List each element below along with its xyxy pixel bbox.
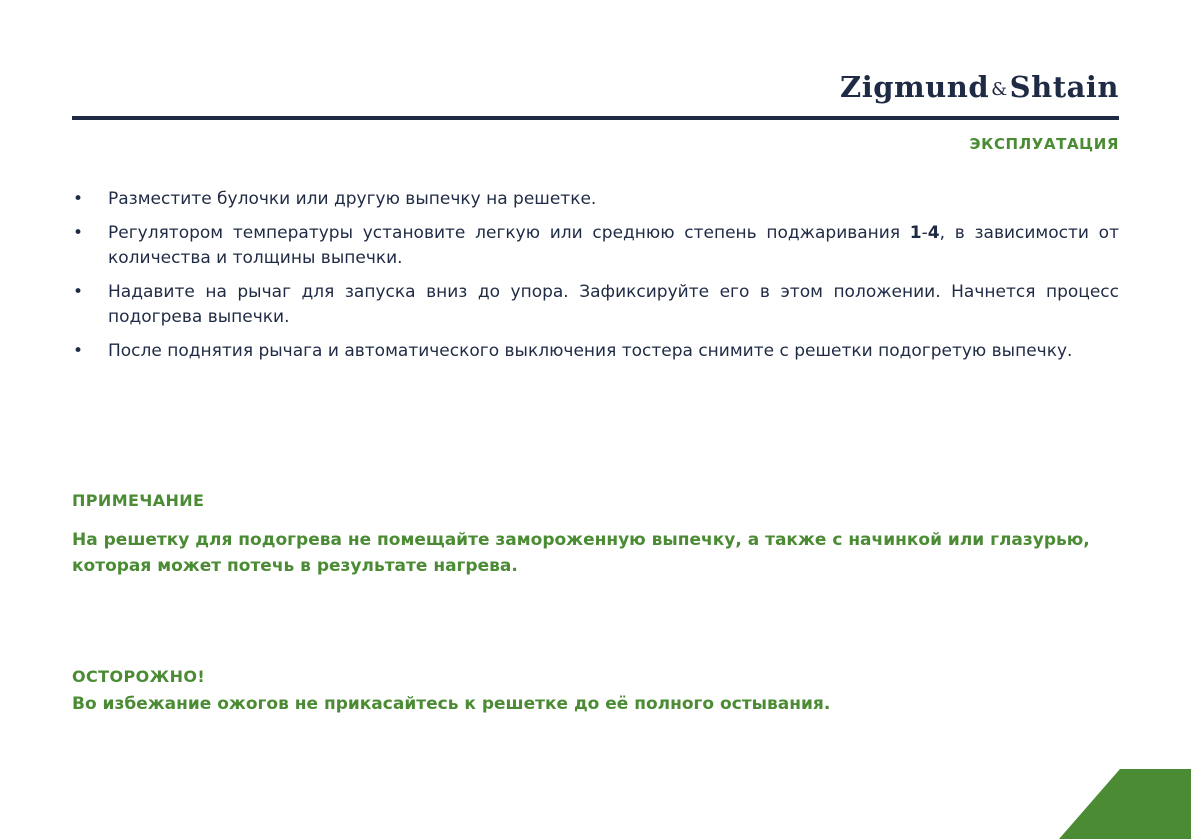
list-item-text: Надавите на рычаг для запуска вниз до упора. Зафиксируйте его в этом положении. Начнется процесс подогрева выпечки. — [108, 282, 1119, 327]
list-item-text-tail: , в зависимости от количества и толщины выпечки. — [108, 223, 1119, 268]
note-heading: ПРИМЕЧАНИЕ — [72, 491, 205, 510]
warning-heading: ОСТОРОЖНО! — [72, 667, 206, 686]
brand-logo — [840, 70, 1119, 104]
list-item — [72, 221, 1119, 271]
list-item — [72, 280, 1119, 330]
bullet-icon: • — [73, 341, 84, 361]
setting-max-value: 4 — [927, 223, 940, 243]
instruction-list — [72, 187, 1119, 373]
list-item — [72, 339, 1119, 364]
brand-name-right: Shtain — [1009, 70, 1119, 104]
setting-range-dash: - — [921, 223, 928, 243]
bullet-icon: • — [73, 223, 84, 243]
setting-min-value: 1 — [909, 223, 922, 243]
warning-text: Во избежание ожогов не прикасайтесь к решетке до её полного остывания. — [72, 694, 831, 714]
list-item-text: После поднятия рычага и автоматического выключения тостера снимите с решетки подогретую выпечку. — [108, 341, 1073, 361]
bullet-icon: • — [73, 189, 84, 209]
section-title: ЭКСПЛУАТАЦИЯ — [969, 135, 1119, 153]
list-item — [72, 187, 1119, 212]
brand-ampersand: & — [991, 79, 1008, 100]
note-text: На решетку для подогрева не помещайте замороженную выпечку, а также с начинкой или глазурью, которая может потечь в результате нагрева. — [72, 530, 1090, 576]
bullet-icon: • — [73, 282, 84, 302]
list-item-text: Разместите булочки или другую выпечку на решетке. — [108, 189, 597, 209]
list-item-text: Регулятором температуры установите легкую или среднюю степень поджаривания — [108, 223, 910, 243]
header-divider — [72, 116, 1119, 120]
brand-name-left: Zigmund — [840, 70, 990, 104]
corner-decoration — [1059, 769, 1191, 839]
